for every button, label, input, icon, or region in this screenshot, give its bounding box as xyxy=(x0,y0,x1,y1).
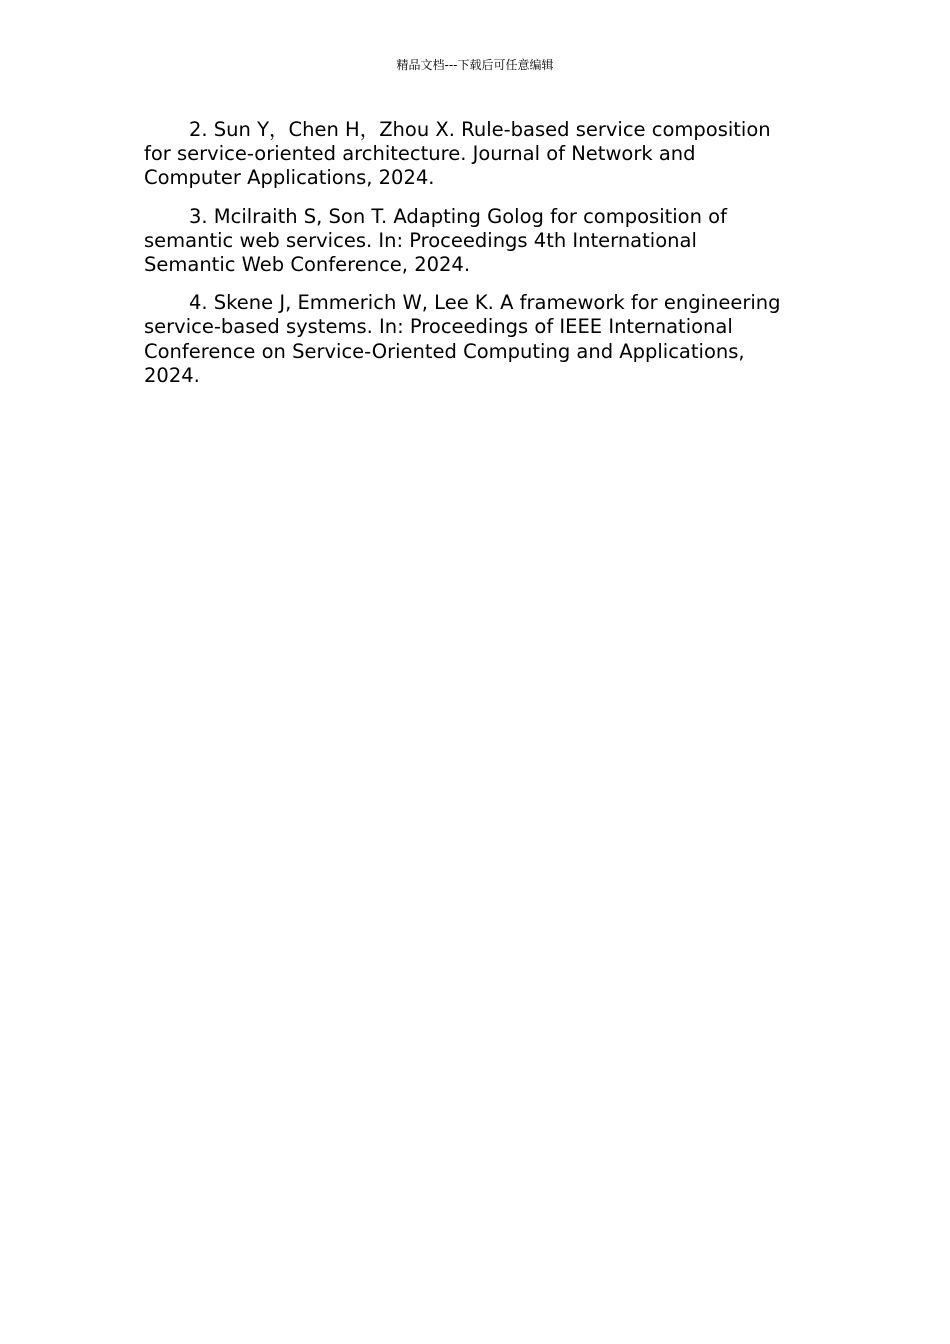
page-header: 精品文档---下载后可任意编辑 xyxy=(396,58,554,72)
reference-entry-3: 3. Mcilraith S, Son T. Adapting Golog for composition of semantic web services. In: Proceedings 4th International Semantic Web Conference, 2024. xyxy=(144,204,727,277)
reference-entry-2: 2. Sun Y，Chen H，Zhou X. Rule-based service composition for service-oriented architecture. Journal of Network and Computer Applications, 2024. xyxy=(144,118,771,190)
reference-list xyxy=(144,118,794,402)
reference-entry-4: 4. Skene J, Emmerich W, Lee K. A framework for engineering service-based systems. In: Proceedings of IEEE International Conference on Service-Oriented Computing and Applications, 2024. xyxy=(144,291,781,387)
